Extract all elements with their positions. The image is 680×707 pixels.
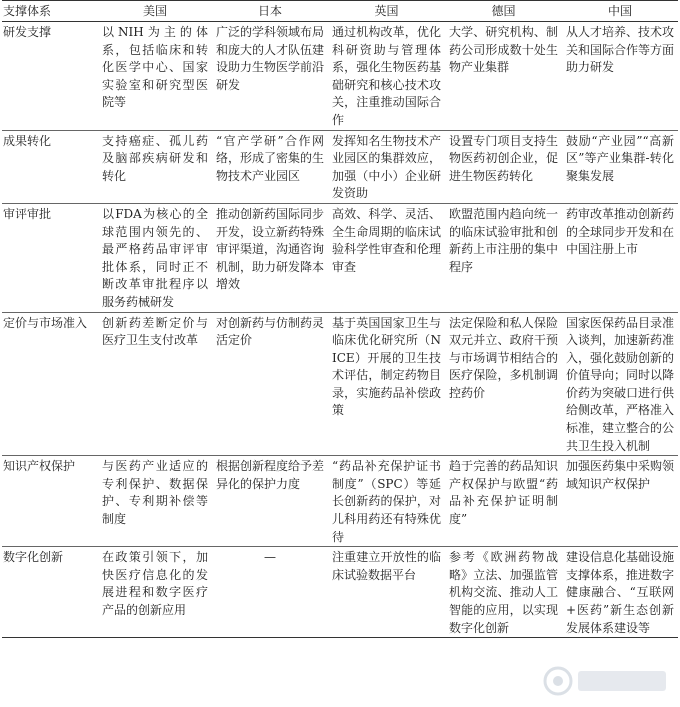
table-row <box>2 456 678 547</box>
table-cell: 支持癌症、孤儿药及脑部疾病研发和转化 <box>98 130 212 203</box>
table-row <box>2 312 678 456</box>
row-label: 成果转化 <box>2 130 98 203</box>
table-cell: 基于英国国家卫生与临床优化研究所（NICE）开展的卫生技术评估，制定药物目录，实施药品补偿政策 <box>328 312 445 456</box>
header-japan: 日本 <box>212 1 328 22</box>
table-cell: 发挥知名生物技术产业园区的集群效应，加强（中小）企业研发资助 <box>328 130 445 203</box>
table-cell: 以NIH为主的体系，包括临床和转化医学中心、国家实验室和研究型医院等 <box>98 22 212 131</box>
header-support-system: 支撑体系 <box>2 1 98 22</box>
table-row <box>2 130 678 203</box>
table-cell: 趋于完善的药品知识产权保护与欧盟“药品补充保护证明制度” <box>445 456 562 547</box>
table-cell: 注重建立开放性的临床试验数据平台 <box>328 547 445 638</box>
watermark-logo <box>542 661 672 701</box>
table-cell: 法定保险和私人保险双元并立、政府干预与市场调节相结合的医疗保险，多机制调控药价 <box>445 312 562 456</box>
table-cell: 通过机构改革，优化科研资助与管理体系，强化生物医药基础研究和核心技术攻关，注重推动国际合作 <box>328 22 445 131</box>
table-cell: 根据创新程度给予差异化的保护力度 <box>212 456 328 547</box>
table-cell: 大学、研究机构、制药公司形成数十处生物产业集群 <box>445 22 562 131</box>
table-cell: 对创新药与仿制药灵活定价 <box>212 312 328 456</box>
table-cell: 在政策引领下，加快医疗信息化的发展进程和数字医疗产品的创新应用 <box>98 547 212 638</box>
header-uk: 英国 <box>328 1 445 22</box>
table-cell: “药品补充保护证书制度”（SPC）等延长创新药的保护，对儿科用药还有特殊优待 <box>328 456 445 547</box>
table-cell: 设置专门项目支持生物医药初创企业，促进生物医药转化 <box>445 130 562 203</box>
row-label: 审评审批 <box>2 203 98 312</box>
table-cell: 高效、科学、灵活、全生命周期的临床试验科学性审查和伦理审查 <box>328 203 445 312</box>
header-china: 中国 <box>562 1 678 22</box>
row-label: 知识产权保护 <box>2 456 98 547</box>
row-label: 定价与市场准入 <box>2 312 98 456</box>
table-row <box>2 547 678 638</box>
table-cell: “官产学研”合作网络，形成了密集的生物技术产业园区 <box>212 130 328 203</box>
table-cell: 以FDA为核心的全球范围内领先的、最严格药品审评审批体系，同时正不断改革审批程序以服务药械研发 <box>98 203 212 312</box>
table-cell: 药审改革推动创新药的全球同步开发和在中国注册上市 <box>562 203 678 312</box>
table-cell: 创新药差断定价与医疗卫生支付改革 <box>98 312 212 456</box>
table-row <box>2 203 678 312</box>
table-cell: 与医药产业适应的专利保护、数据保护、专利期补偿等制度 <box>98 456 212 547</box>
table-row <box>2 22 678 131</box>
table-cell: 从人才培养、技术攻关和国际合作等方面助力研发 <box>562 22 678 131</box>
table-cell: 鼓励“产业园”“高新区”等产业集群-转化聚集发展 <box>562 130 678 203</box>
watermark-logo-icon <box>542 661 672 701</box>
table-cell: 欧盟范围内趋向统一的临床试验审批和创新药上市注册的集中程序 <box>445 203 562 312</box>
header-germany: 德国 <box>445 1 562 22</box>
table-cell: 参考《欧洲药物战略》立法、加强监管机构交流、推动人工智能的应用，以实现数字化创新 <box>445 547 562 638</box>
table-header-row <box>2 1 678 22</box>
table-cell: 国家医保药品目录准入谈判，加速新药准入，强化鼓励创新的价值导向；同时以降价药为突破口进行供给侧改革，严格准入标准，建立整合的公共卫生投入机制 <box>562 312 678 456</box>
row-label: 数字化创新 <box>2 547 98 638</box>
row-label: 研发支撑 <box>2 22 98 131</box>
table-cell: 推动创新药国际同步开发，设立新药特殊审评渠道，沟通咨询机制，助力研发降本增效 <box>212 203 328 312</box>
table-cell: 广泛的学科领域布局和庞大的人才队伍建设助力生物医学前沿研发 <box>212 22 328 131</box>
table-cell: 建设信息化基础设施支撑体系，推进数字健康融合、“互联网+医药”新生态创新发展体系建设等 <box>562 547 678 638</box>
table-cell dash: — <box>212 547 328 638</box>
policy-comparison-table <box>2 0 678 638</box>
table-cell: 加强医药集中采购领域知识产权保护 <box>562 456 678 547</box>
header-usa: 美国 <box>98 1 212 22</box>
